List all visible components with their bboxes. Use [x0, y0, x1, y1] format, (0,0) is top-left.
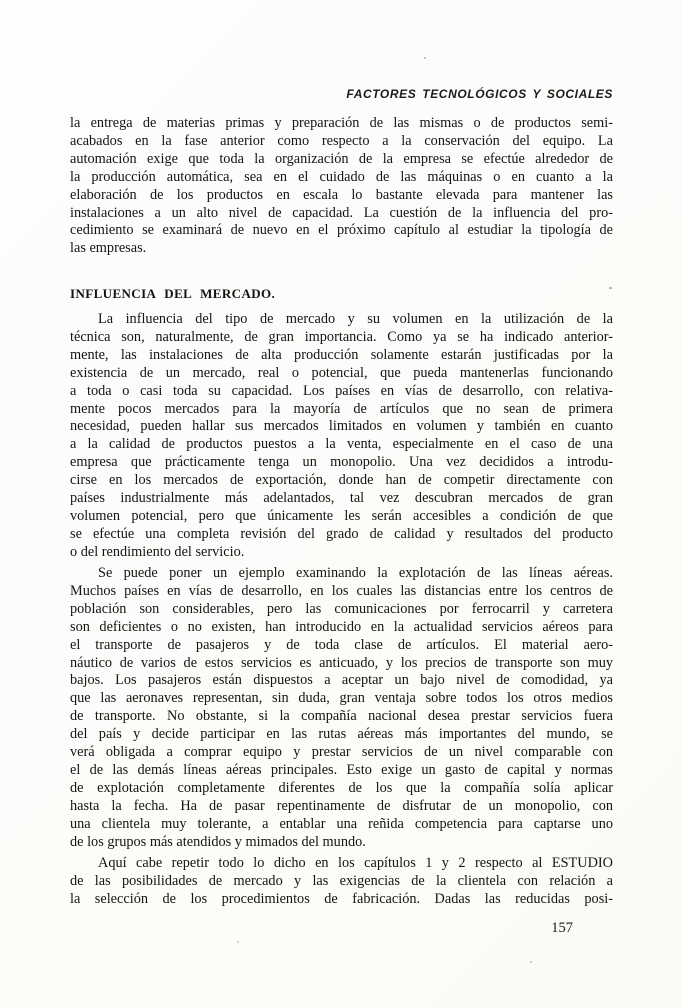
text-line: la producción automática, sea en el cuidado de las máquinas o en cuanto a la: [70, 168, 613, 185]
text-line: de explotación completamente diferentes de los que la compañía solía aplicar: [70, 779, 613, 796]
text-line: el de las demás líneas aéreas principales. Esto exige un gasto de capital y normas: [70, 761, 613, 778]
text-line: o del rendimiento del servicio.: [70, 543, 245, 560]
text-line: necesidad, pueden hallar sus mercados limitados en volumen y también en cuanto: [70, 418, 613, 435]
text-line: Se puede poner un ejemplo examinando la explotación de las líneas aéreas.: [98, 565, 613, 581]
text-line: población son considerables, pero las comunicaciones por ferrocarril y carretera: [70, 600, 613, 617]
scan-speck: [609, 287, 612, 289]
text-line: cedimiento se examinará de nuevo en el próximo capítulo al estudiar la tipología de: [70, 222, 613, 239]
text-line: empresa que prácticamente tenga un monopolio. Una vez decididos a introdu-: [70, 454, 613, 471]
text-line: acabados en la fase anterior como respecto a la conservación del equipo. La: [70, 132, 613, 149]
section-heading: INFLUENCIA DEL MERCADO.: [70, 286, 276, 301]
text-line: La influencia del tipo de mercado y su volumen en la utilización de la: [98, 311, 613, 327]
text-line: la selección de los procedimientos de fabricación. Dadas las reducidas posi-: [70, 890, 613, 907]
text-line: de los grupos más atendidos y mimados del mundo.: [70, 833, 366, 850]
text-line: mente, las instalaciones de alta producción solamente estarán justificadas por la: [70, 346, 613, 363]
text-line: instalaciones a un alto nivel de capacidad. La cuestión de la influencia del pro-: [70, 204, 613, 221]
text-line: una clientela muy tolerante, a entablar una reñida competencia para captarse uno: [70, 815, 613, 832]
running-header: FACTORES TECNOLÓGICOS Y SOCIALES: [346, 87, 613, 101]
text-line: automación exige que toda la organización de la empresa se efectúe alrededor de: [70, 150, 613, 167]
text-line: son deficientes o no existen, han introducido en la actualidad servicios aéreos para: [70, 618, 613, 635]
text-line: volumen potencial, pero que únicamente les serán accesibles a condición de que: [70, 507, 613, 524]
text-line: el transporte de pasajeros y de toda clase de artículos. El material aero-: [70, 636, 613, 653]
scan-speck: [237, 941, 239, 943]
page-number: 157: [551, 920, 573, 936]
text-line: existencia de un mercado, real o potencial, que pueda mantenerlas funcionando: [70, 364, 613, 381]
text-line: cirse en los mercados de exportación, donde han de competir directamente con: [70, 472, 613, 489]
text-line: se efectúe una completa revisión del grado de calidad y resultados del producto: [70, 525, 613, 542]
scan-speck: [530, 961, 532, 963]
text-line: náutico de varios de estos servicios es anticuado, y los precios de transporte son muy: [70, 654, 613, 671]
text-line: Muchos países en vías de desarrollo, en los cuales las distancias entre los centros de: [70, 582, 613, 599]
text-line: Aquí cabe repetir todo lo dicho en los capítulos 1 y 2 respecto al ESTUDIO: [98, 855, 613, 871]
text-line: a toda o casi toda su capacidad. Los países en vías de desarrollo, con relativa-: [70, 382, 613, 399]
text-line: mente pocos mercados para la mayoría de artículos que no sean de primera: [70, 400, 613, 417]
text-line: técnica son, naturalmente, de gran importancia. Como ya se ha indicado anterior-: [70, 328, 613, 345]
text-line: a la calidad de productos puestos a la venta, especialmente en el caso de una: [70, 436, 613, 453]
scan-speck: [424, 57, 426, 59]
paragraph: [70, 311, 613, 562]
paragraph: [70, 115, 613, 258]
text-line: países industrialmente más adelantados, tal vez descubran mercados de gran: [70, 490, 613, 507]
paragraph: [70, 565, 613, 852]
text-line: bajos. Los pasajeros están dispuestos a aceptar un bajo nivel de comodidad, ya: [70, 672, 613, 689]
text-line: de transporte. No obstante, si la compañía nacional desea prestar servicios fuera: [70, 708, 613, 725]
text-line: hasta la fecha. Ha de pasar repentinamente de disfrutar de un monopolio, con: [70, 797, 613, 814]
paragraph: [70, 855, 613, 909]
text-line: las empresas.: [70, 240, 147, 257]
text-line: que las aeronaves representan, sin duda, gran ventaja sobre todos los otros medios: [70, 690, 613, 707]
text-line: de las posibilidades de mercado y las exigencias de la clientela con relación a: [70, 872, 613, 889]
text-line: del país y decide participar en las rutas aéreas más importantes del mundo, se: [70, 726, 613, 743]
text-line: la entrega de materias primas y preparación de las mismas o de productos semi-: [70, 115, 613, 131]
text-line: elaboración de los productos en escala lo bastante elevada para mantener las: [70, 186, 613, 203]
text-line: verá obligada a comprar equipo y prestar servicios de un nivel comparable con: [70, 744, 613, 761]
